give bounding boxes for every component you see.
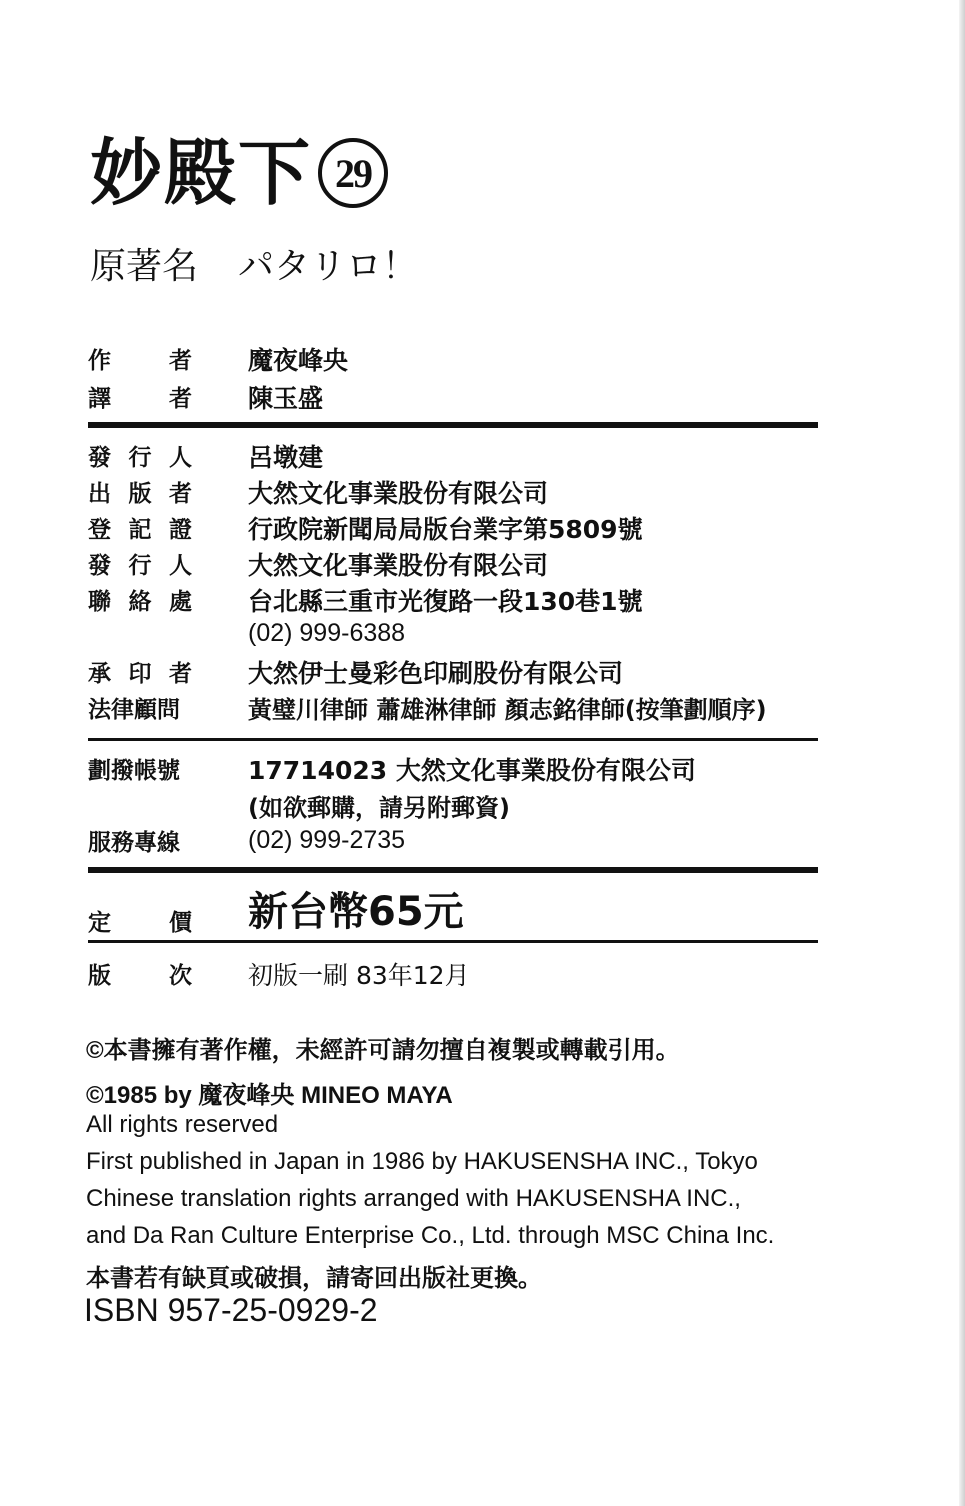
page-edge [959,0,965,1506]
publishing-label: 出 版 者 [88,481,192,507]
credit-label: 作 者 [88,348,192,374]
publishing-row-registration [88,511,643,544]
publishing-label: 登 記 證 [88,517,192,543]
publishing-label: 發 行 人 [88,553,192,579]
publisher-person-value: 呂墩建 [248,442,324,472]
translation-rights-line: Chinese translation rights arranged with HAKUSENSHA INC., [86,1185,741,1212]
rights-notice-cn: ©本書擁有著作權，未經許可請勿擅自複製或轉載引用。 [86,1037,680,1064]
publishing-label: 發 行 人 [88,445,192,471]
postal-row [88,752,696,785]
original-title-value: パタリロ！ [238,246,419,287]
edition-value: 初版一刷 83年12月 [248,960,470,990]
price-label: 定 價 [88,910,192,936]
contact-address-value: 台北縣三重市光復路一段130巷1號 [248,586,643,616]
author-value: 魔夜峰央 [248,345,349,375]
volume-badge: 29 [318,138,388,208]
edition-row [88,957,470,990]
divider-thin-2 [88,940,818,943]
original-title [90,243,418,291]
divider-thin-1 [88,738,818,741]
damage-note: 本書若有缺頁或破損，請寄回出版社更換。 [86,1265,542,1292]
first-published-line: First published in Japan in 1986 by HAKUSENSHA INC., Tokyo [86,1148,758,1175]
credit-row-author [88,342,349,375]
publishing-row-publisher [88,475,549,508]
divider-thick-2 [88,867,818,873]
title-main: 妙殿下 [90,131,313,215]
publishing-label: 聯 絡 處 [88,589,192,615]
registration-value: 行政院新聞局局版台業字第5809號 [248,514,643,544]
original-title-label: 原著名 [90,246,199,287]
divider-thick-1 [88,422,818,428]
distributor-value: 大然文化事業股份有限公司 [248,550,549,580]
publishing-row-printer [88,655,624,688]
contact-phone: (02) 999-6388 [248,619,406,647]
credit-label: 譯 者 [88,386,192,412]
service-phone: (02) 999-2735 [248,826,406,854]
postal-note: (如欲郵購，請另附郵資) [248,794,510,822]
publishing-label: 法律顧問 [88,697,180,723]
service-label: 服務專線 [88,830,180,856]
price-value: 新台幣65元 [248,889,464,935]
translator-value: 陳玉盛 [248,383,324,413]
book-title [90,128,388,218]
publishing-row-distributor [88,547,549,580]
legal-value: 黃璧川律師 蕭雄淋律師 顏志銘律師(按筆劃順序) [248,696,767,724]
publishing-row-legal [88,691,767,724]
all-rights-line: All rights reserved [86,1111,279,1138]
copyright-line: ©1985 by 魔夜峰央 MINEO MAYA [86,1082,453,1109]
edition-label: 版 次 [88,963,192,989]
publishing-row-contact [88,583,643,616]
service-row [88,824,406,857]
translation-rights-line-2: and Da Ran Culture Enterprise Co., Ltd. through MSC China Inc. [86,1222,775,1249]
publishing-row-publisher-person [88,439,324,472]
price-row [88,889,464,937]
publishing-label: 承 印 者 [88,661,192,687]
postal-account: 17714023 大然文化事業股份有限公司 [248,755,696,785]
credit-row-translator [88,380,324,413]
publisher-value: 大然文化事業股份有限公司 [248,478,549,508]
isbn: ISBN 957-25-0929-2 [84,1292,378,1328]
postal-label: 劃撥帳號 [88,758,180,784]
printer-value: 大然伊士曼彩色印刷股份有限公司 [248,658,624,688]
